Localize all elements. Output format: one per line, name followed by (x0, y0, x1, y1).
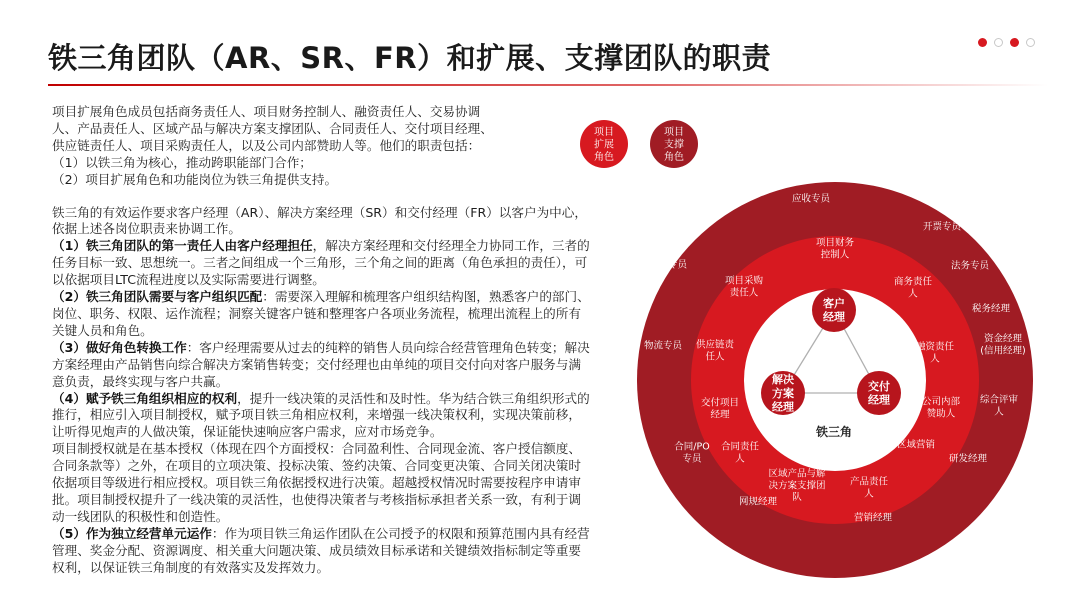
legend-extension-label-line: 项目 (594, 127, 614, 138)
extension-role (725, 274, 764, 298)
body-item-heading: （2）铁三角团队需要与客户组织匹配 (52, 289, 263, 305)
support-role-line: 物流专员 (643, 340, 683, 352)
extension-role-line: 控制人 (820, 249, 850, 261)
body-item-heading: （1）铁三角团队的第一责任人由客户经理担任 (52, 238, 313, 254)
support-role-line: 人 (994, 406, 1004, 418)
extension-role-line: 人 (930, 353, 940, 365)
body-item-heading: （3）做好角色转换工作 (52, 339, 187, 355)
body-item-heading: （5）作为独立经营单元运作 (52, 525, 212, 541)
legend-support-label-line: 角色 (664, 152, 684, 163)
intro-line: 项目扩展角色成员包括商务责任人、项目财务控制人、融资责任人、交易协调 (52, 104, 481, 119)
body-item-text: ：客户经理需要从过去的纯粹的销售人员向综合经营管理角色转变；解决方案经理由产品销售向综合解决方案销售转变；交付经理也由单纯的项目交付向对客户服务与满意负责，最终实现与客户共赢。 (52, 339, 590, 389)
support-role (739, 495, 778, 507)
intro-paragraph (52, 104, 592, 189)
intro-line: （1）以铁三角为核心，推动跨职能部门合作； (52, 154, 312, 170)
extension-role (816, 236, 855, 260)
support-role (644, 339, 684, 351)
support-role (649, 258, 689, 270)
intro-line: （2）项目扩展角色和功能岗位为铁三角提供支持。 (52, 171, 338, 187)
support-role-line: 开票专员 (922, 221, 962, 233)
legend-extension-label-line: 角色 (594, 152, 614, 163)
iron-triangle-diagram (594, 110, 1060, 600)
support-role-line: 网规经理 (738, 496, 778, 508)
extension-role-line: 任人 (705, 351, 725, 363)
support-role-line: 税务经理 (971, 303, 1011, 315)
extension-role-line: 商务责任 (893, 276, 933, 288)
support-role (854, 511, 893, 523)
page-dot-2[interactable] (994, 38, 1003, 47)
intro-line: 供应链责任人、项目采购责任人，以及公司内部赞助人等。他们的职责包括： (52, 137, 481, 153)
core-label-ar-line: 客户 (823, 296, 845, 310)
core-label-fr-line: 交付 (868, 379, 890, 393)
extension-role-line: 交付项目 (700, 397, 740, 409)
page-dot-4[interactable] (1026, 38, 1035, 47)
body-item (52, 340, 592, 391)
body-item-text: ：需要深入理解和梳理客户组织结构图，熟悉客户的部门、岗位、职务、权限、运作流程；洞察关键客户链和整理客户各项业务流程，梳理出流程上的所有关键人员和角色。 (52, 289, 590, 338)
extension-role-line: 项目财务 (815, 237, 855, 249)
extension-role-line: 赞助人 (926, 408, 956, 420)
extension-role-line: 人 (735, 453, 745, 465)
support-role (980, 332, 1025, 356)
support-role (951, 259, 991, 271)
extension-role-line: 人 (908, 288, 918, 300)
core-label-sr-line: 解决 (772, 373, 794, 387)
body-item-heading: （4）赋予铁三角组织相应的权利 (52, 390, 238, 406)
title-underline (48, 84, 1048, 86)
core-label-sr (772, 372, 795, 414)
legend-extension-label-line: 扩展 (594, 139, 614, 151)
center-label: 铁三角 (815, 425, 853, 439)
legend-support-label-line: 项目 (664, 127, 684, 138)
core-label-ar (823, 296, 846, 324)
support-role-line: 专员 (682, 453, 702, 465)
body-lead: 铁三角的有效运作要求客户经理（AR）、解决方案经理（SR）和交付经理（FR）以客户为中心，依据上述各岗位职责来协调工作。 (52, 204, 587, 237)
support-role-line: 研发经理 (948, 453, 988, 465)
intro-line: 人、产品责任人、区域产品与解决方案支撑团队、合同责任人、交付项目经理、 (52, 120, 493, 136)
body-item-text: ，解决方案经理和交付经理全力协同工作，三者的任务目标一致、思想统一。三者之间组成一个三角形，三个角之间的距离（角色承担的责任），可以依据项目LTC流程进度以及实际需要进行调整。 (52, 238, 590, 288)
support-role (949, 452, 988, 464)
left-text-panel (52, 104, 592, 576)
page-dot-3[interactable] (1010, 38, 1019, 47)
support-role-line: (信用经理) (980, 345, 1026, 357)
extension-role-line: 队 (792, 492, 802, 504)
extension-role-line: 区域营销 (896, 439, 936, 451)
body-item (52, 289, 592, 340)
support-role (792, 192, 832, 204)
legend-support-label-line: 支撑 (664, 139, 684, 151)
extension-role (897, 438, 935, 450)
support-role-line: 营销经理 (853, 512, 893, 524)
support-role-line: 应收专员 (791, 193, 831, 205)
body-items (52, 238, 592, 576)
support-role-line: 采购专员 (648, 259, 688, 271)
extension-role-line: 区域产品与解 (768, 468, 826, 480)
extension-role (922, 395, 961, 419)
extension-role-line: 决方案支撑团 (768, 480, 826, 492)
pagination-dots (978, 38, 1035, 47)
legend-support-label (664, 126, 684, 163)
core-label-sr-line: 方案 (772, 386, 794, 400)
body-item-text: ：作为项目铁三角运作团队在公司授予的权限和预算范围内具有经营管理、奖金分配、资源调度、相关重大问题决策、成员绩效目标承诺和关键绩效指标制定等重要权利，以保证铁三角制度的有效落实及发挥效力。 (52, 525, 590, 575)
extension-role-line: 公司内部 (921, 396, 961, 408)
support-role-line: 法务专员 (950, 260, 990, 272)
extension-role-line: 经理 (710, 409, 730, 421)
support-role-line: 综合评审 (979, 394, 1019, 406)
extension-role-line: 项目采购 (724, 275, 764, 287)
support-role-line: 资金经理 (983, 333, 1023, 345)
body-item (52, 441, 592, 526)
core-label-sr-line: 经理 (772, 400, 794, 414)
extension-role-line: 合同责任 (720, 441, 760, 453)
support-role (923, 220, 963, 232)
page-dot-1[interactable] (978, 38, 987, 47)
extension-role-line: 供应链责 (695, 339, 735, 351)
page-title: 铁三角团队（AR、SR、FR）和扩展、支撑团队的职责 (48, 41, 772, 75)
extension-role-line: 产品责任 (849, 476, 889, 488)
support-role-line: 合同/PO (674, 441, 710, 453)
body-item (52, 526, 592, 577)
body-item (52, 391, 592, 442)
core-label-fr-line: 经理 (868, 393, 890, 407)
body-item (52, 238, 592, 289)
body-item-text: 项目制授权就是在基本授权（体现在四个方面授权：合同盈利性、合同现金流、客户授信额度、合同条款等）之外，在项目的立项决策、投标决策、签约决策、合同变更决策、合同关闭决策时依据项目等级进行相应授权。项目铁三角依据授权进行决策。超越授权情况时需要按程序申请审批。项目制授权提升了一线决策的灵活性，也使得决策者与考核指标承担者关系一致，有利于调动一线团队的积极性和创造性。 (52, 441, 581, 524)
core-label-fr (868, 379, 891, 407)
extension-role-line: 责任人 (729, 287, 759, 299)
extension-role-line: 人 (864, 488, 874, 500)
body-item-text: ，提升一线决策的灵活性和及时性。华为结合铁三角组织形式的推行，相应引入项目制授权，赋予项目铁三角相应权利，来增强一线决策权利，实现决策前移，让听得见炮声的人做决策，保证能快速响应客户需求，应对市场竞争。 (52, 390, 590, 440)
support-role (972, 302, 1011, 314)
extension-role-line: 融资责任 (915, 341, 955, 353)
core-label-ar-line: 经理 (823, 310, 845, 324)
legend-extension-label (594, 126, 614, 163)
